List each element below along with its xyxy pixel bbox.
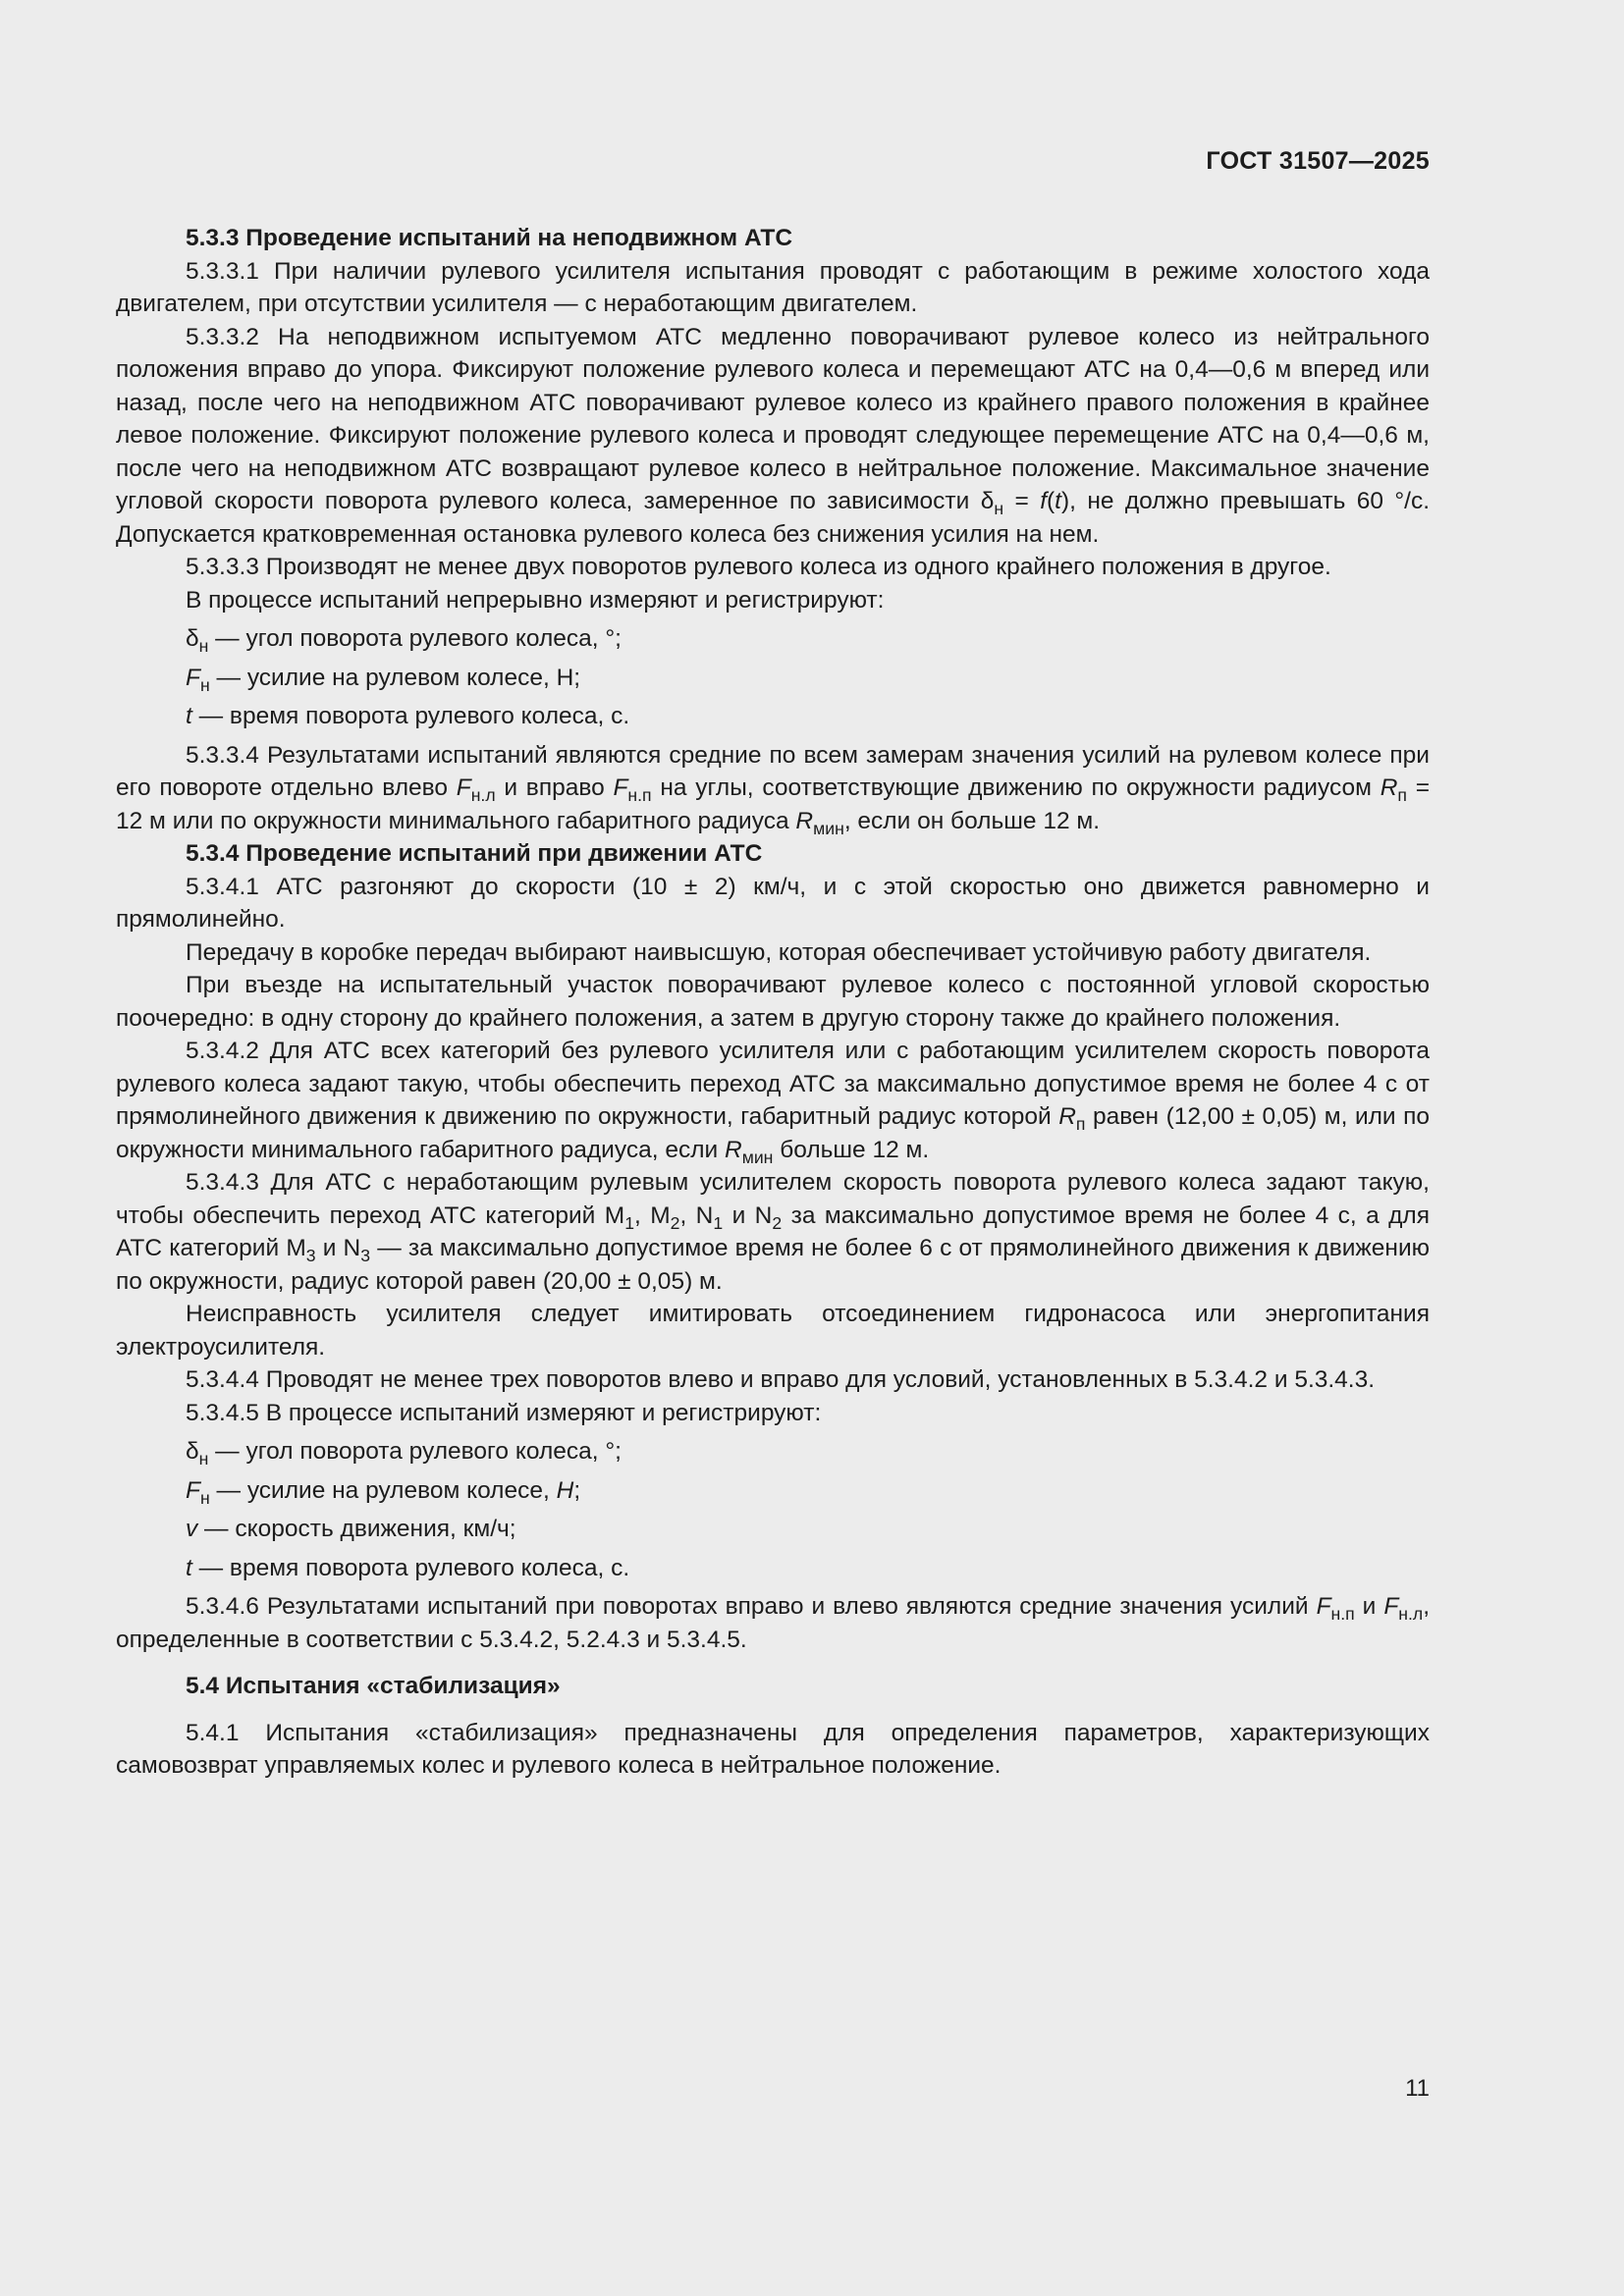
heading-5-3-3: 5.3.3 Проведение испытаний на неподвижном АТС — [186, 225, 793, 251]
para-5-3-4-2: 5.3.4.2 Для АТС всех категорий без рулевого усилителя или с работающим усилителем скорость поворота рулевого колеса задают такую, чтобы обеспечить переход АТС за максимально допустимое время не более 4 с от прямолинейного движения к движению по окружности, габаритный радиус которой $R_п$ равен (12,00 ± 0,05) м, или по окружности минимального габаритного радиуса, если $R_{мин}$ больше 12 м. — [116, 1038, 1431, 1167]
para-process-intro: В процессе испытаний непрерывно измеряют и регистрируют: — [186, 586, 885, 614]
page-number: 11 — [1405, 2075, 1430, 2102]
para-fault: Неисправность усилителя следует имитировать отсоединением гидронасоса или энергопитания электроусилителя. — [116, 1301, 1430, 1361]
para-5-3-3-3: 5.3.3.3 Производят не менее двух поворотов рулевого колеса из одного крайнего положения в другое. — [186, 554, 1331, 580]
para-entry: При въезде на испытательный участок поворачивают рулевое колесо с постоянной угловой скоростью поочередно: в одну сторону до крайнего положения, а затем в другую сторону также до крайнего положения. — [116, 972, 1430, 1032]
para-5-4-1: 5.4.1 Испытания «стабилизация» предназначены для определения параметров, характеризующих самовозврат управляемых колес и рулевого колеса в нейтральное положение. — [116, 1719, 1430, 1779]
para-5-3-4-6: 5.3.4.6 Результатами испытаний при поворотах вправо и влево являются средние значения усилий $F_{н.п}$ и $F_{н.л}$, определенные в соответствии с 5.3.4.2, 5.2.4.3 и 5.3.4.5. — [116, 1593, 1431, 1653]
list-item-force: $F_н$ — усилие на рулевом колесе, Н; — [186, 664, 581, 695]
list-item-time: t — время поворота рулевого колеса, с. — [186, 703, 630, 729]
document-body — [116, 222, 1430, 1783]
para-gear: Передачу в коробке передач выбирают наивысшую, которая обеспечивает устойчивую работу двигателя. — [186, 938, 1372, 966]
para-5-3-3-2: 5.3.3.2 На неподвижном испытуемом АТС медленно поворачивают рулевое колесо из нейтрального положения вправо до упора. Фиксируют положение рулевого колеса и перемещают АТС на 0,4—0,6 м вперед или назад, после чего на неподвижном АТС поворачивают рулевое колесо из крайнего правого положения в крайнее левое положение. Фиксируют положение рулевого колеса и проводят следующее перемещение АТС на 0,4—0,6 м, после чего на неподвижном АТС возвращают рулевое колесо в нейтральное положение. Максимальное значение угловой скорости поворота рулевого колеса, замеренное по зависимости $\delta_н = f(t)$, не должно превышать 60 °/с. Допускается кратковременная остановка рулевого колеса без снижения усилия на нем. — [116, 323, 1431, 548]
para-5-3-4-1: 5.3.4.1 АТС разгоняют до скорости (10 ± 2) км/ч, и с этой скоростью оно движется равномерно и прямолинейно. — [116, 873, 1430, 933]
para-5-3-3-4: 5.3.3.4 Результатами испытаний являются средние по всем замерам значения усилий на рулевом колесе при его повороте отдельно влево $F_{н.л}$ и вправо $F_{н.п}$ на углы, соответствующие движению по окружности радиусом $R_п = 12$ м или по окружности минимального габаритного радиуса $R_{мин}$, если он больше 12 м. — [116, 741, 1431, 838]
list-item-angle: $\delta_н$ — угол поворота рулевого колеса, °; — [186, 625, 622, 657]
heading-5-3-4: 5.3.4 Проведение испытаний при движении АТС — [186, 840, 763, 867]
para-5-3-3-1: 5.3.3.1 При наличии рулевого усилителя испытания проводят с работающим в режиме холостого хода двигателем, при отсутствии усилителя — с неработающим двигателем. — [116, 257, 1430, 317]
para-5-3-4-3: 5.3.4.3 Для АТС с неработающим рулевым усилителем скорость поворота рулевого колеса задают такую, чтобы обеспечить переход АТС категорий $M_1$, $M_2$, $N_1$ и $N_2$ за максимально допустимое время не более 4 с, а для АТС категорий $M_3$ и $N_3$ — за максимально допустимое время не более 6 с от прямолинейного движения к движению по окружности, радиус которой равен (20,00 ± 0,05) м. — [116, 1169, 1431, 1295]
para-5-3-4-5: 5.3.4.5 В процессе испытаний измеряют и регистрируют: — [186, 1399, 822, 1426]
list-item-speed: v — скорость движения, км/ч; — [186, 1516, 516, 1542]
para-5-3-4-4: 5.3.4.4 Проводят не менее трех поворотов влево и вправо для условий, установленных в 5.3.4.2 и 5.3.4.3. — [186, 1366, 1376, 1393]
list-item-force-2: $F_н$ — усилие на рулевом колесе, Н; — [186, 1476, 581, 1508]
list-item-angle-2: $\delta_н$ — угол поворота рулевого колеса, °; — [186, 1438, 622, 1469]
heading-5-4: 5.4 Испытания «стабилизация» — [186, 1673, 561, 1699]
list-item-time-2: t — время поворота рулевого колеса, с. — [186, 1554, 630, 1581]
doc-code-header: ГОСТ 31507—2025 — [1206, 147, 1430, 175]
